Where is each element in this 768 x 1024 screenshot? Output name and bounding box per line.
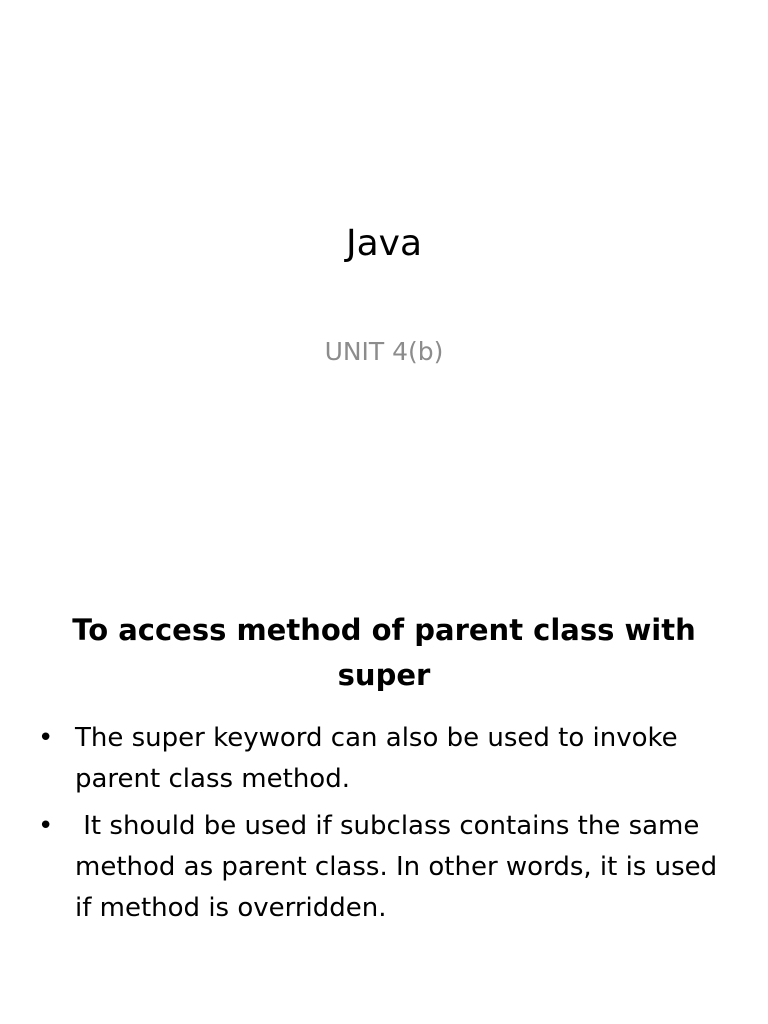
bullet-icon: • (38, 811, 54, 841)
slide-subtitle: UNIT 4(b) (324, 337, 444, 366)
slide-title: Java (345, 223, 423, 264)
slide-content-page (0, 512, 768, 1024)
bullet-item (38, 718, 728, 800)
bullet-icon: • (38, 723, 54, 753)
bullet-item (38, 806, 728, 929)
bullet-text: It should be used if subclass contains the same method as parent class. In other words, it is used if method is overridden. (75, 811, 726, 923)
bullet-text: The super keyword can also be used to invoke parent class method. (75, 723, 686, 794)
slide-heading: To access method of parent class with super (72, 613, 696, 692)
bullet-list (38, 718, 728, 935)
